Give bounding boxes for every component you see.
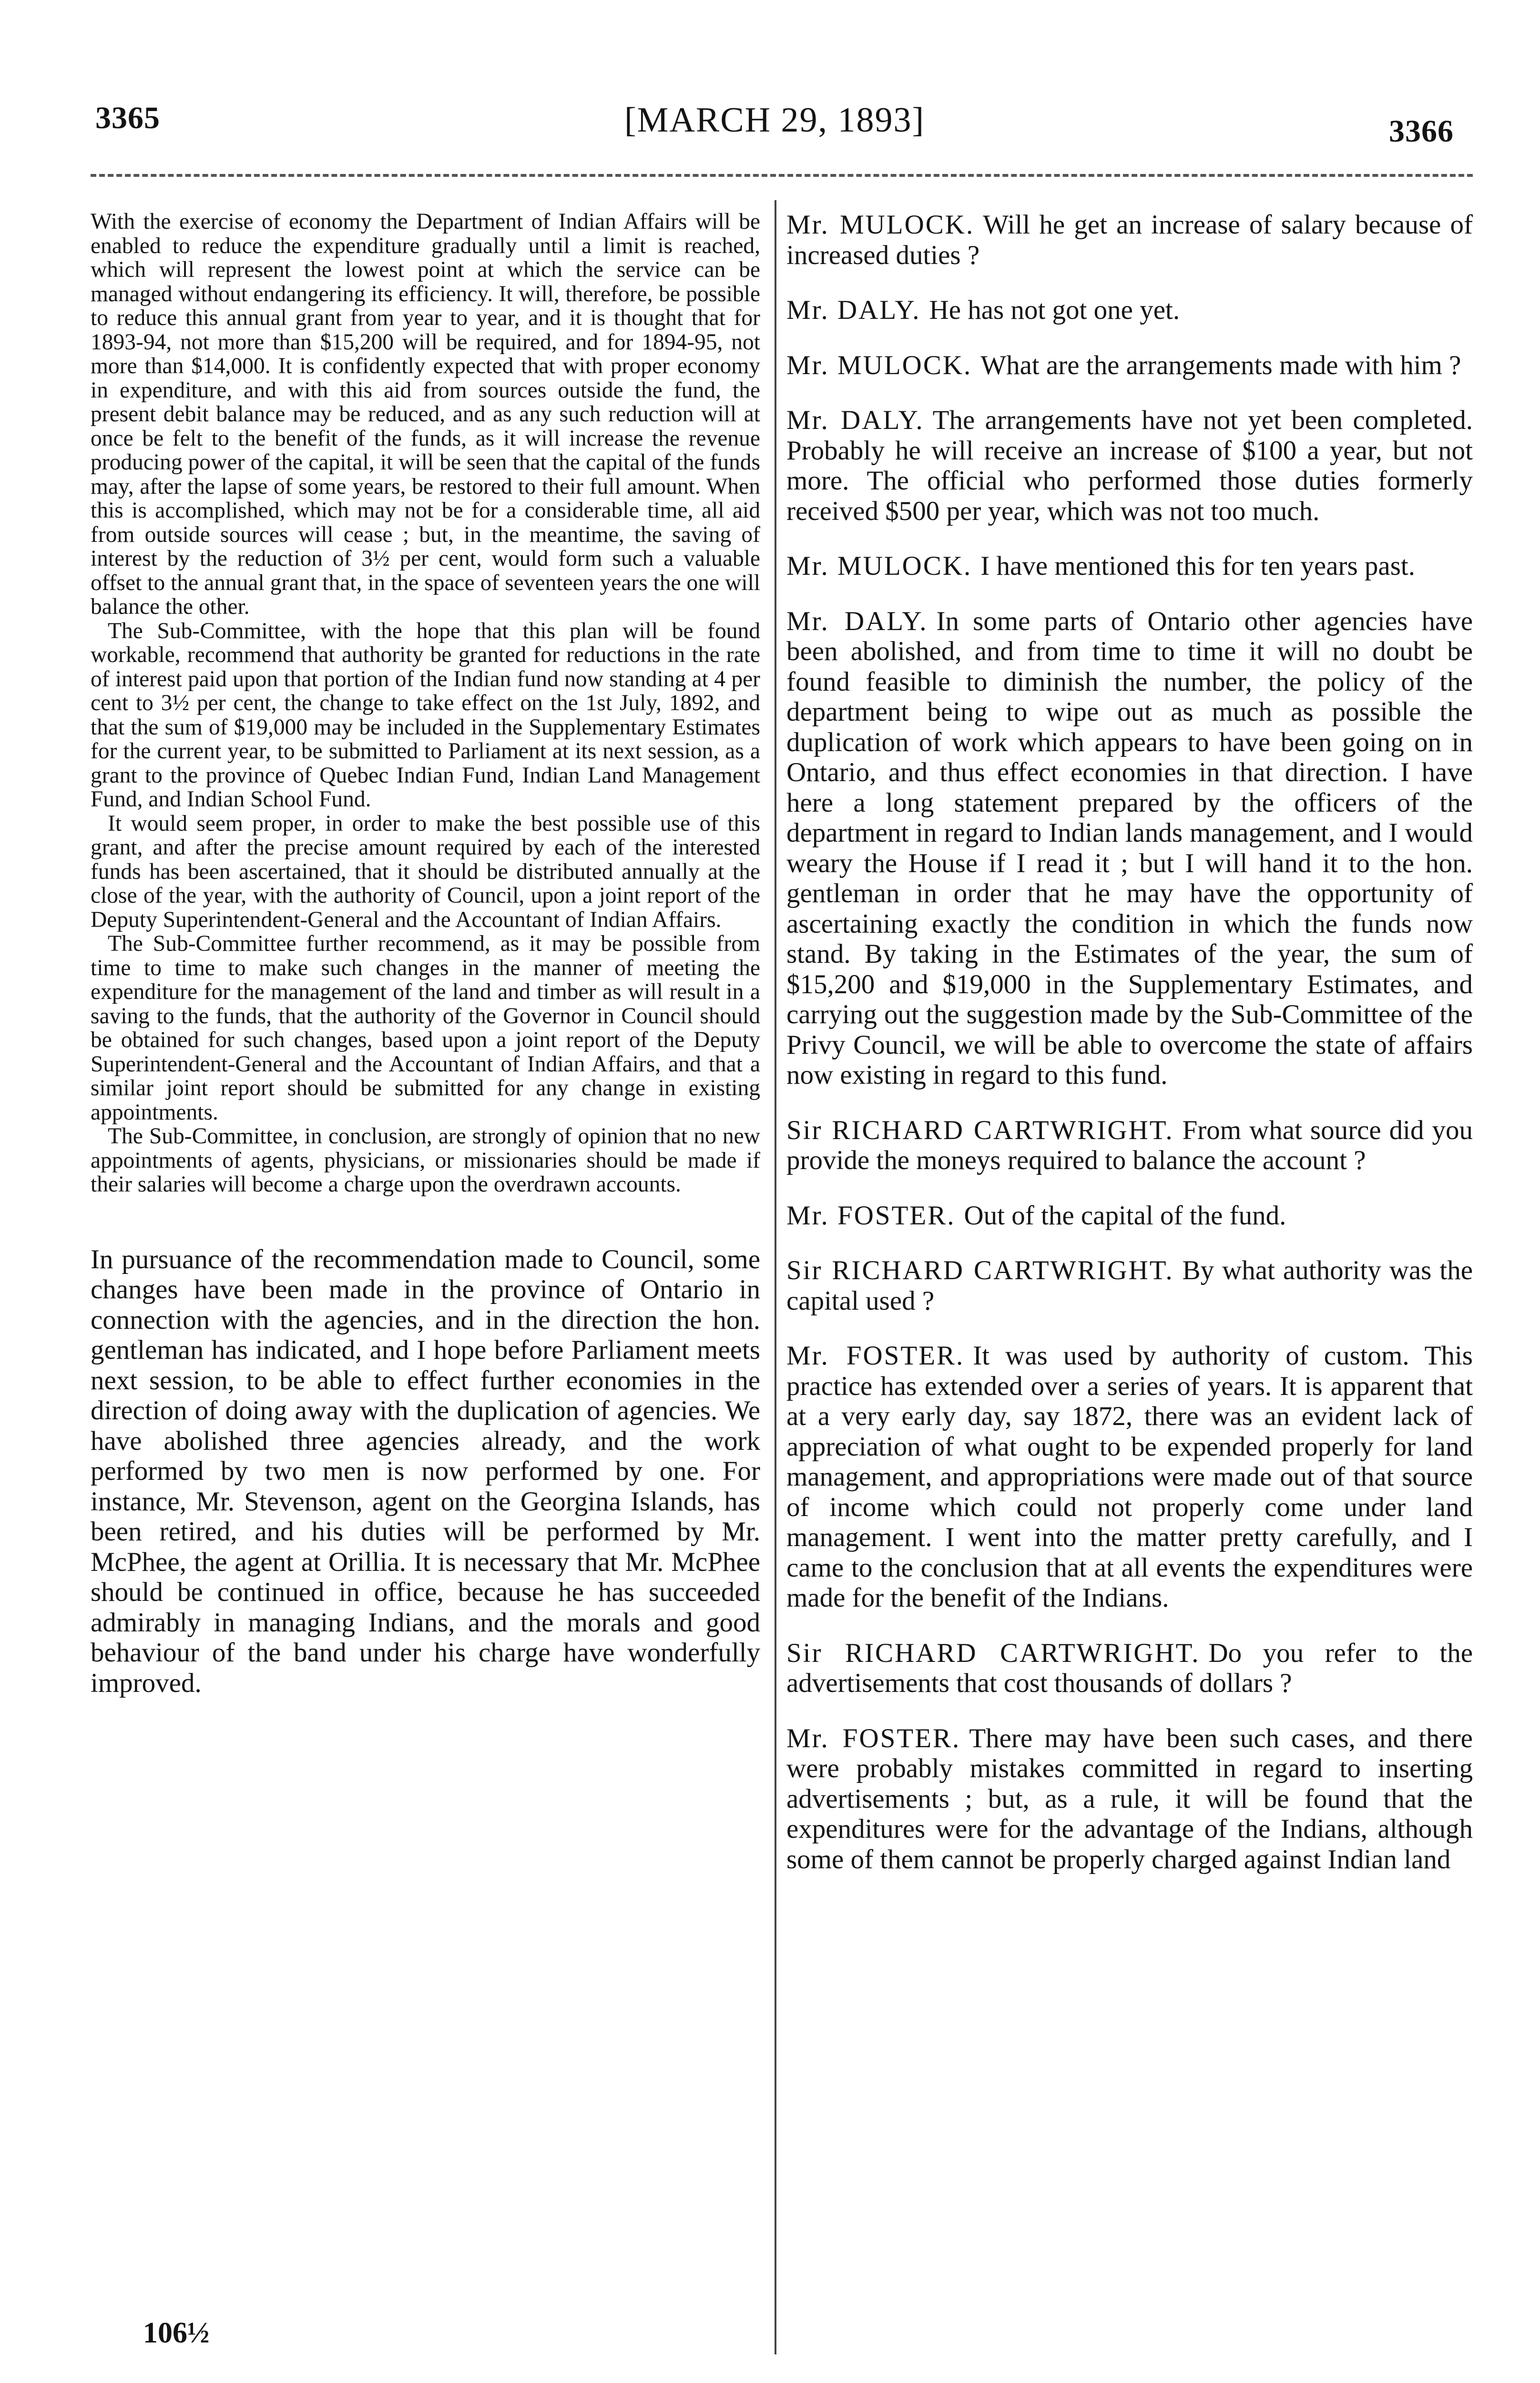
speech-text: What are the arrangements made with him ? <box>980 350 1461 380</box>
speaker-name: Mr. FOSTER. <box>786 1200 956 1231</box>
speaker-name: Sir RICHARD CARTWRIGHT. <box>786 1638 1200 1668</box>
report-paragraph: The Sub-Committee further recommend, as it may be possible from time to time to make such changes in the manner of meeting the expenditure for the management of the land and timber as will result in a saving to the funds, that the authority of the Governor in Council should be obtained for such changes, based upon a joint report of the Deputy Superintendent-General and the Accountant of Indian Affairs, and that a similar joint report should be submitted for any change in existing appointments. <box>91 931 760 1125</box>
speaker-name: Mr. FOSTER. <box>786 1723 961 1753</box>
report-paragraph: The Sub-Committee, in conclusion, are strongly of opinion that no new appointments of agents, physicians, or missionaries should be made if their salaries will become a charge upon the overdrawn accounts. <box>91 1124 760 1197</box>
speech <box>786 1201 1473 1231</box>
report-paragraph: The Sub-Committee, with the hope that this plan will be found workable, recommend that authority be granted for reductions in the rate of interest paid upon that portion of the Indian fund now standing at 4 per cent to 3½ per cent, the change to take effect on the 1st July, 1892, and that the sum of $19,000 may be included in the Supplementary Estimates for the current year, to be submitted to Parliament at its next session, as a grant to the province of Quebec Indian Fund, Indian Land Management Fund, and Indian School Fund. <box>91 618 760 812</box>
speech <box>786 1341 1473 1613</box>
page-number-right: 3366 <box>1389 114 1454 149</box>
speech-text: Do you refer to the advertisements that cost thousands of dollars ? <box>786 1638 1473 1698</box>
speaker-name: Mr. MULOCK. <box>786 210 975 240</box>
page-number-left: 3365 <box>95 101 160 135</box>
speech-text: By what authority was the capital used ? <box>786 1255 1473 1316</box>
speech-text: Will he get an increase of salary because of increased duties ? <box>786 210 1473 270</box>
speech-text: There may have been such cases, and there were probably mistakes committed in regard to inserting advertisements ; but, as a rule, it will be found that the expenditures were for the advantage of the Indians, although some of them cannot be properly charged against Indian land <box>786 1723 1473 1874</box>
speech <box>786 1115 1473 1176</box>
speech <box>786 606 1473 1090</box>
speech-text: He has not got one yet. <box>929 295 1180 325</box>
report-paragraph: With the exercise of economy the Department of Indian Affairs will be enabled to reduce the expenditure gradually until a limit is reached, which will represent the lowest point at which the service can be managed without endangering its efficiency. It will, therefore, be possible to reduce this annual grant from year to year, and it is thought that for 1893-94, not more than $15,200 will be required, and for 1894-95, not more than $14,000. It is confidently expected that with proper economy in expenditure, and with this aid from sources outside the fund, the present debit balance may be reduced, and as any such reduction will at once be felt to the benefit of the funds, as it will increase the revenue producing power of the capital, it will be seen that the capital of the funds may, after the lapse of some years, be restored to their full amount. When this is accomplished, which may not be for a considerable time, all aid from outside sources will cease ; but, in the meantime, the saving of interest by the reduction of 3½ per cent, would form such a valuable offset to the annual grant that, in the space of seventeen years the one will balance the other. <box>91 209 760 619</box>
left-column <box>91 210 760 1698</box>
speech <box>786 350 1473 381</box>
speaker-name: Mr. DALY. <box>786 405 924 435</box>
speaker-name: Mr. MULOCK. <box>786 551 972 581</box>
speaker-name: Mr. DALY. <box>786 606 928 636</box>
speech-text: The arrangements have not yet been completed. Probably he will receive an increase of $100 a year, but not more. The official who performed those duties formerly received $500 per year, which was not too much. <box>786 405 1473 526</box>
page-header <box>95 100 1454 153</box>
speech <box>786 295 1473 326</box>
speech <box>786 210 1473 270</box>
right-column <box>786 210 1473 1899</box>
speech-text: In some parts of Ontario other agencies have been abolished, and from time to time it will no doubt be found feasible to diminish the number, the policy of the department being to wipe out as much as possible the duplication of work which appears to have been going on in Ontario, and thus effect economies in that direction. I have here a long statement prepared by the officers of the department in regard to Indian lands management, and I would weary the House if I read it ; but I will hand it to the hon. gentleman in order that he may have the opportunity of ascertaining exactly the condition in which the funds now stand. By taking in the Estimates of the year, the sum of $15,200 and $19,000 in the Supplementary Estimates, and carrying out the suggestion made by the Sub-Committee of the Privy Council, we will be able to overcome the state of affairs now existing in regard to this fund. <box>786 606 1473 1090</box>
report-paragraph: It would seem proper, in order to make the best possible use of this grant, and after the precise amount required by each of the interested funds has been ascertained, that it should be distributed annually at the close of the year, with the authority of Council, upon a joint report of the Deputy Superintendent-General and the Accountant of Indian Affairs. <box>91 811 760 932</box>
speaker-name: Mr. MULOCK. <box>786 350 972 380</box>
speech <box>786 1638 1473 1699</box>
speech <box>786 1255 1473 1316</box>
speaker-name: Mr. FOSTER. <box>786 1341 965 1371</box>
speech-text: It was used by authority of custom. This practice has extended over a series of years. It is apparent that at a very early day, say 1872, there was an evident lack of appreciation of what ought to be expended properly for land management, and appropriations were made out of that source of income which could not properly come under land management. I went into the matter pretty carefully, and I came to the conclusion that at all events the expenditures were made for the benefit of the Indians. <box>786 1341 1473 1613</box>
speech <box>786 1723 1473 1875</box>
speaker-name: Mr. DALY. <box>786 295 921 325</box>
header-rule <box>91 174 1473 177</box>
speech-text: I have mentioned this for ten years past. <box>980 551 1416 581</box>
speaker-name: Sir RICHARD CARTWRIGHT. <box>786 1255 1174 1285</box>
page-date: [MARCH 29, 1893] <box>624 101 925 140</box>
speech-text: From what source did you provide the moneys required to balance the account ? <box>786 1115 1473 1175</box>
speech <box>786 405 1473 526</box>
speaker-name: Sir RICHARD CARTWRIGHT. <box>786 1115 1174 1145</box>
column-divider <box>775 200 776 2354</box>
speech-text: Out of the capital of the fund. <box>964 1200 1286 1231</box>
section-gap <box>91 1197 760 1244</box>
speech <box>786 551 1473 581</box>
signature-mark: 106½ <box>143 2317 210 2349</box>
speech-paragraph: In pursuance of the recommendation made to Council, some changes have been made in the province of Ontario in connection with the agencies, and in the direction the hon. gentleman has indicated, and I hope before Parliament meets next session, to be able to effect further economies in the direction of doing away with the duplication of agencies. We have abolished three agencies already, and the work performed by two men is now performed by one. For instance, Mr. Stevenson, agent on the Georgina Islands, has been retired, and his duties will be performed by Mr. McPhee, the agent at Orillia. It is necessary that Mr. McPhee should be continued in office, because he has succeeded admirably in managing Indians, and the morals and good behaviour of the band under his charge have wonderfully improved. <box>91 1244 760 1698</box>
